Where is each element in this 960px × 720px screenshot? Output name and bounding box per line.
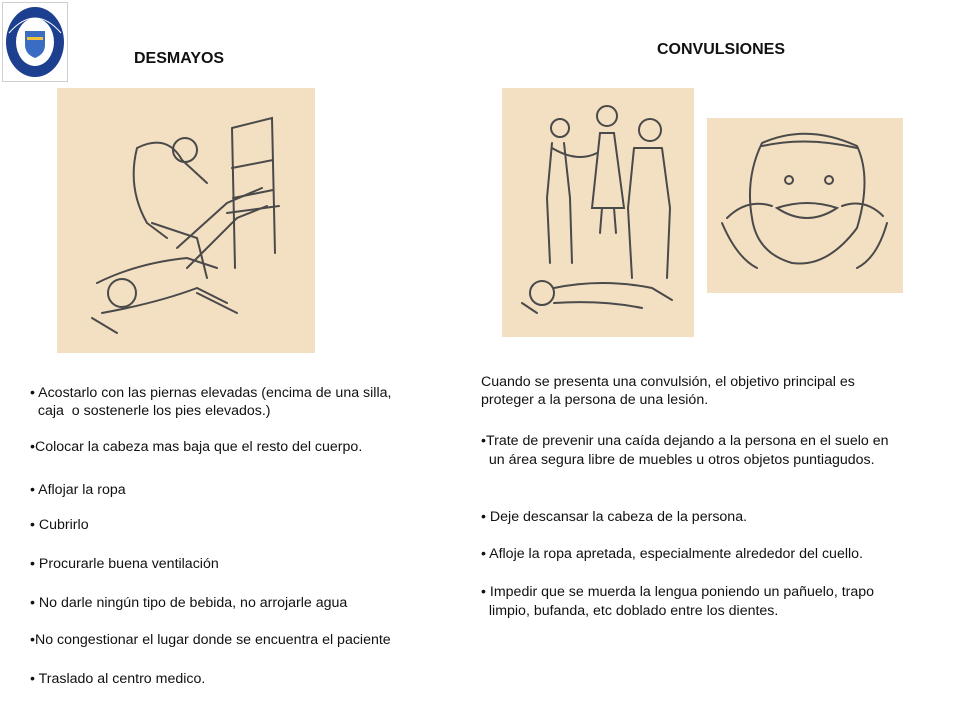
list-item: • Cubrirlo <box>30 517 89 533</box>
seizures-title: CONVULSIONES <box>657 41 786 58</box>
fainting-person-icon <box>57 88 315 353</box>
list-item: •No congestionar el lugar donde se encuentra el paciente <box>30 632 391 648</box>
list-item: un área segura libre de muebles u otros objetos puntiagudos. <box>481 452 875 468</box>
seizure-intro <box>481 373 941 409</box>
intro-line: proteger a la persona de una lesión. <box>481 392 709 408</box>
people-standing-icon <box>502 88 694 337</box>
fainting-illustration <box>57 88 315 353</box>
seal-icon <box>3 3 67 81</box>
list-item: • No darle ningún tipo de bebida, no arrojarle agua <box>30 595 348 611</box>
judicial-logo <box>2 2 68 82</box>
list-item: • Acostarlo con las piernas elevadas (encima de una silla, <box>30 385 392 401</box>
list-item: limpio, bufanda, etc doblado entre los dientes. <box>481 603 779 619</box>
list-item: • Aflojar la ropa <box>30 482 126 498</box>
mouth-cloth-illustration <box>707 118 903 293</box>
list-item: •Trate de prevenir una caída dejando a la persona en el suelo en <box>481 433 889 449</box>
fainting-title: DESMAYOS <box>134 50 225 67</box>
list-item: caja o sostenerle los pies elevados.) <box>30 403 271 419</box>
list-item: • Deje descansar la cabeza de la persona. <box>481 509 748 525</box>
list-item: • Procurarle buena ventilación <box>30 556 219 572</box>
list-item: • Afloje la ropa apretada, especialmente alrededor del cuello. <box>481 546 863 562</box>
list-item: • Impedir que se muerda la lengua poniendo un pañuelo, trapo <box>481 584 875 600</box>
list-item: • Traslado al centro medico. <box>30 671 206 687</box>
intro-line: Cuando se presenta una convulsión, el objetivo principal es <box>481 374 855 390</box>
list-item: •Colocar la cabeza mas baja que el resto del cuerpo. <box>30 439 363 455</box>
face-with-cloth-icon <box>707 118 903 293</box>
seizure-scene-illustration <box>502 88 694 337</box>
